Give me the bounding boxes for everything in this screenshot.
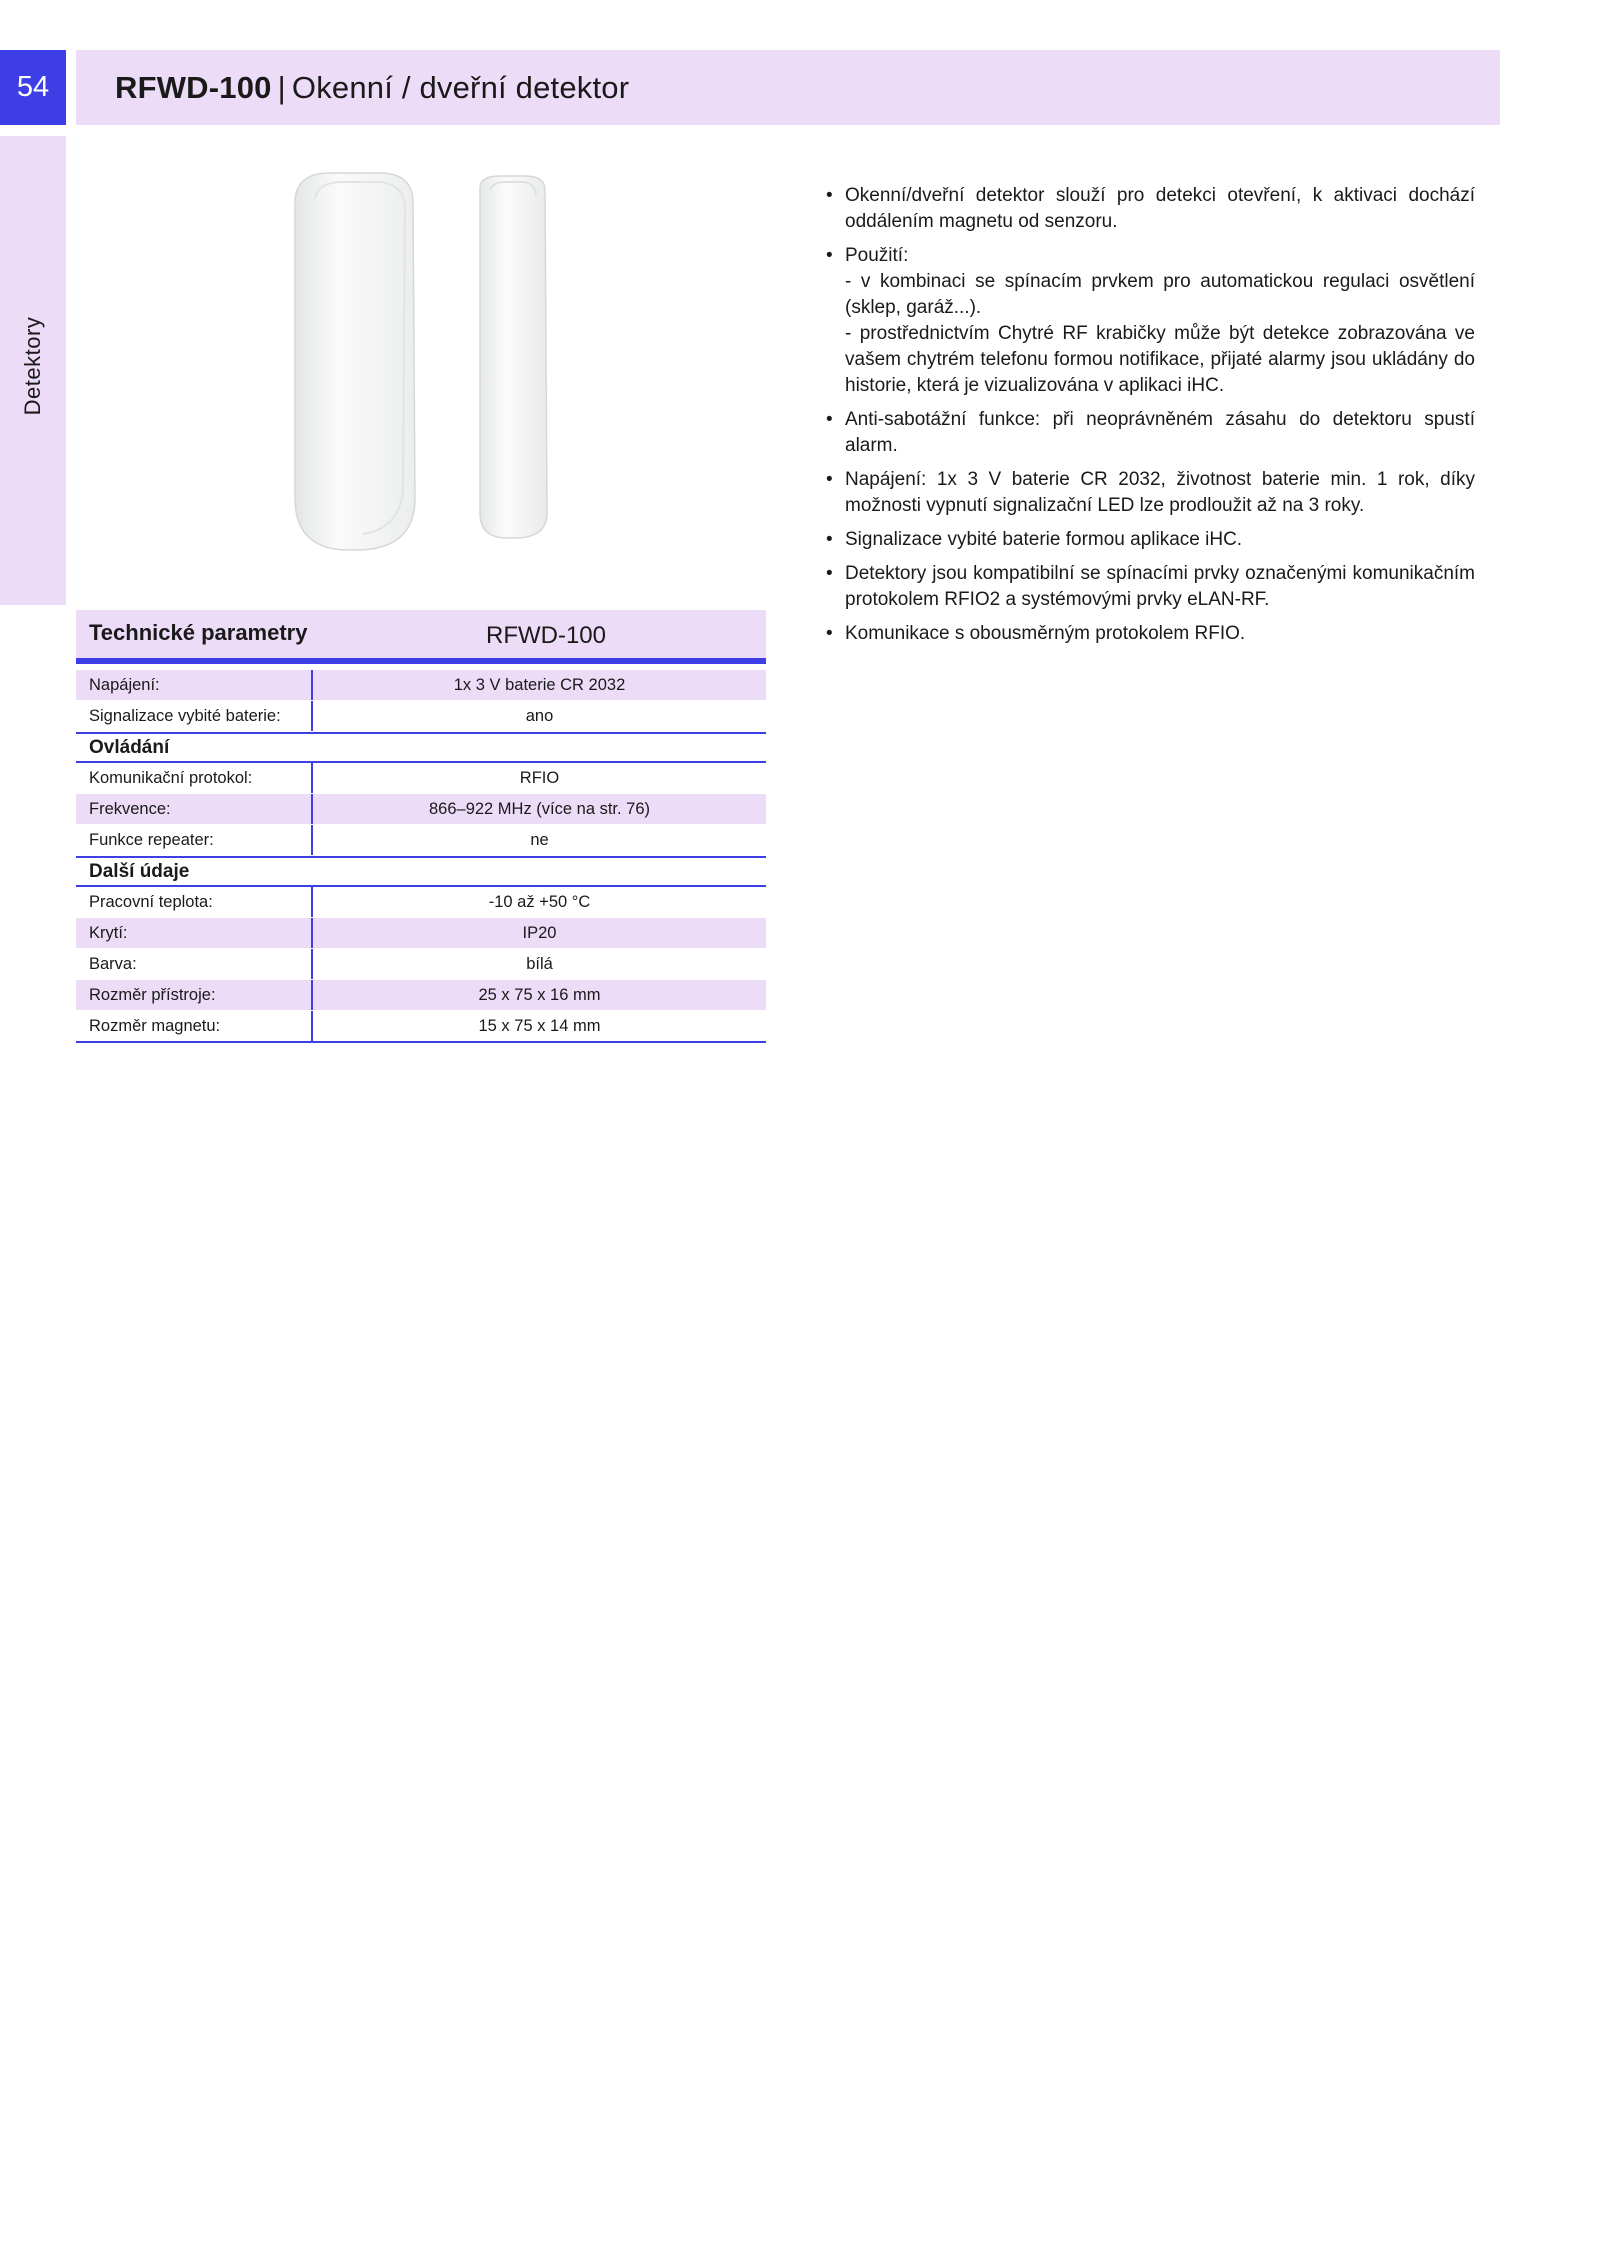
table-row bbox=[76, 825, 766, 856]
param-value: 866–922 MHz (více na str. 76) bbox=[428, 799, 651, 818]
table-row bbox=[76, 980, 766, 1011]
param-value: bílá bbox=[526, 954, 553, 973]
table-row bbox=[76, 670, 766, 701]
list-item bbox=[823, 243, 1475, 399]
section-heading: Další údaje bbox=[76, 856, 766, 887]
product-image bbox=[285, 168, 565, 553]
param-value: ano bbox=[525, 706, 554, 725]
param-key: Napájení: bbox=[76, 670, 313, 700]
feature-text: Napájení: 1x 3 V baterie CR 2032, životnost baterie min. 1 rok, díky možnosti vypnutí signalizační LED lze prodloužit až na 3 roky. bbox=[845, 469, 1475, 516]
param-value: -10 až +50 °C bbox=[488, 892, 591, 911]
table-header-model: RFWD-100 bbox=[485, 622, 606, 649]
param-key: Rozměr přístroje: bbox=[76, 980, 313, 1010]
param-key: Signalizace vybité baterie: bbox=[76, 701, 313, 731]
list-item bbox=[823, 527, 1475, 553]
feature-subitem: - v kombinaci se spínacím prvkem pro automatickou regulaci osvětlení (sklep, garáž...). bbox=[845, 271, 1475, 318]
section-side-tab bbox=[0, 136, 66, 605]
table-header-title: Technické parametry bbox=[89, 620, 308, 645]
param-value: 1x 3 V baterie CR 2032 bbox=[453, 675, 626, 694]
param-value: ne bbox=[530, 830, 549, 849]
feature-text: Signalizace vybité baterie formou aplikace iHC. bbox=[845, 529, 1243, 550]
param-value: 25 x 75 x 16 mm bbox=[478, 985, 601, 1004]
feature-text: Anti-sabotážní funkce: při neoprávněném zásahu do detektoru spustí alarm. bbox=[845, 409, 1475, 456]
page-header bbox=[76, 50, 1500, 125]
list-item bbox=[823, 183, 1475, 235]
table-row bbox=[76, 701, 766, 732]
param-key: Rozměr magnetu: bbox=[76, 1011, 313, 1041]
param-key: Pracovní teplota: bbox=[76, 887, 313, 917]
list-item bbox=[823, 621, 1475, 647]
feature-text: Detektory jsou kompatibilní se spínacími prvky označenými komunikačním protokolem RFIO2 a systémovými prvky eLAN-RF. bbox=[845, 563, 1475, 610]
feature-text: Komunikace s obousměrným protokolem RFIO. bbox=[845, 623, 1246, 644]
list-item bbox=[823, 467, 1475, 519]
technical-parameters-table bbox=[76, 610, 766, 1043]
param-key: Funkce repeater: bbox=[76, 825, 313, 855]
param-key: Barva: bbox=[76, 949, 313, 979]
list-item bbox=[823, 561, 1475, 613]
table-row bbox=[76, 794, 766, 825]
section-heading: Ovládání bbox=[76, 732, 766, 763]
page-title bbox=[115, 70, 629, 106]
param-value: RFIO bbox=[519, 768, 560, 787]
table-row bbox=[76, 887, 766, 918]
param-key: Krytí: bbox=[76, 918, 313, 948]
feature-title: • Použití: bbox=[845, 245, 909, 266]
param-value: IP20 bbox=[522, 923, 557, 942]
product-name: Okenní / dveřní detektor bbox=[291, 69, 630, 105]
param-key: Frekvence: bbox=[76, 794, 313, 824]
page-number: 54 bbox=[0, 50, 66, 125]
product-code: RFWD-100 bbox=[115, 69, 272, 105]
table-row bbox=[76, 949, 766, 980]
feature-text: Okenní/dveřní detektor slouží pro detekci otevření, k aktivaci dochází oddálením magnetu od senzoru. bbox=[845, 185, 1475, 232]
param-value: 15 x 75 x 14 mm bbox=[478, 1016, 601, 1035]
table-row bbox=[76, 918, 766, 949]
feature-subitem: - prostřednictvím Chytré RF krabičky může být detekce zobrazována ve vašem chytrém telefonu formou notifikace, přijaté alarmy jsou ukládány do historie, která je vizualizována v aplikaci iHC. bbox=[845, 323, 1475, 396]
side-tab-label: Detektory bbox=[20, 316, 45, 416]
table-row bbox=[76, 763, 766, 794]
feature-list bbox=[823, 183, 1475, 655]
param-key: Komunikační protokol: bbox=[76, 763, 313, 793]
list-item bbox=[823, 407, 1475, 459]
table-row bbox=[76, 1011, 766, 1043]
table-header bbox=[76, 610, 766, 664]
title-separator: | bbox=[277, 69, 286, 105]
